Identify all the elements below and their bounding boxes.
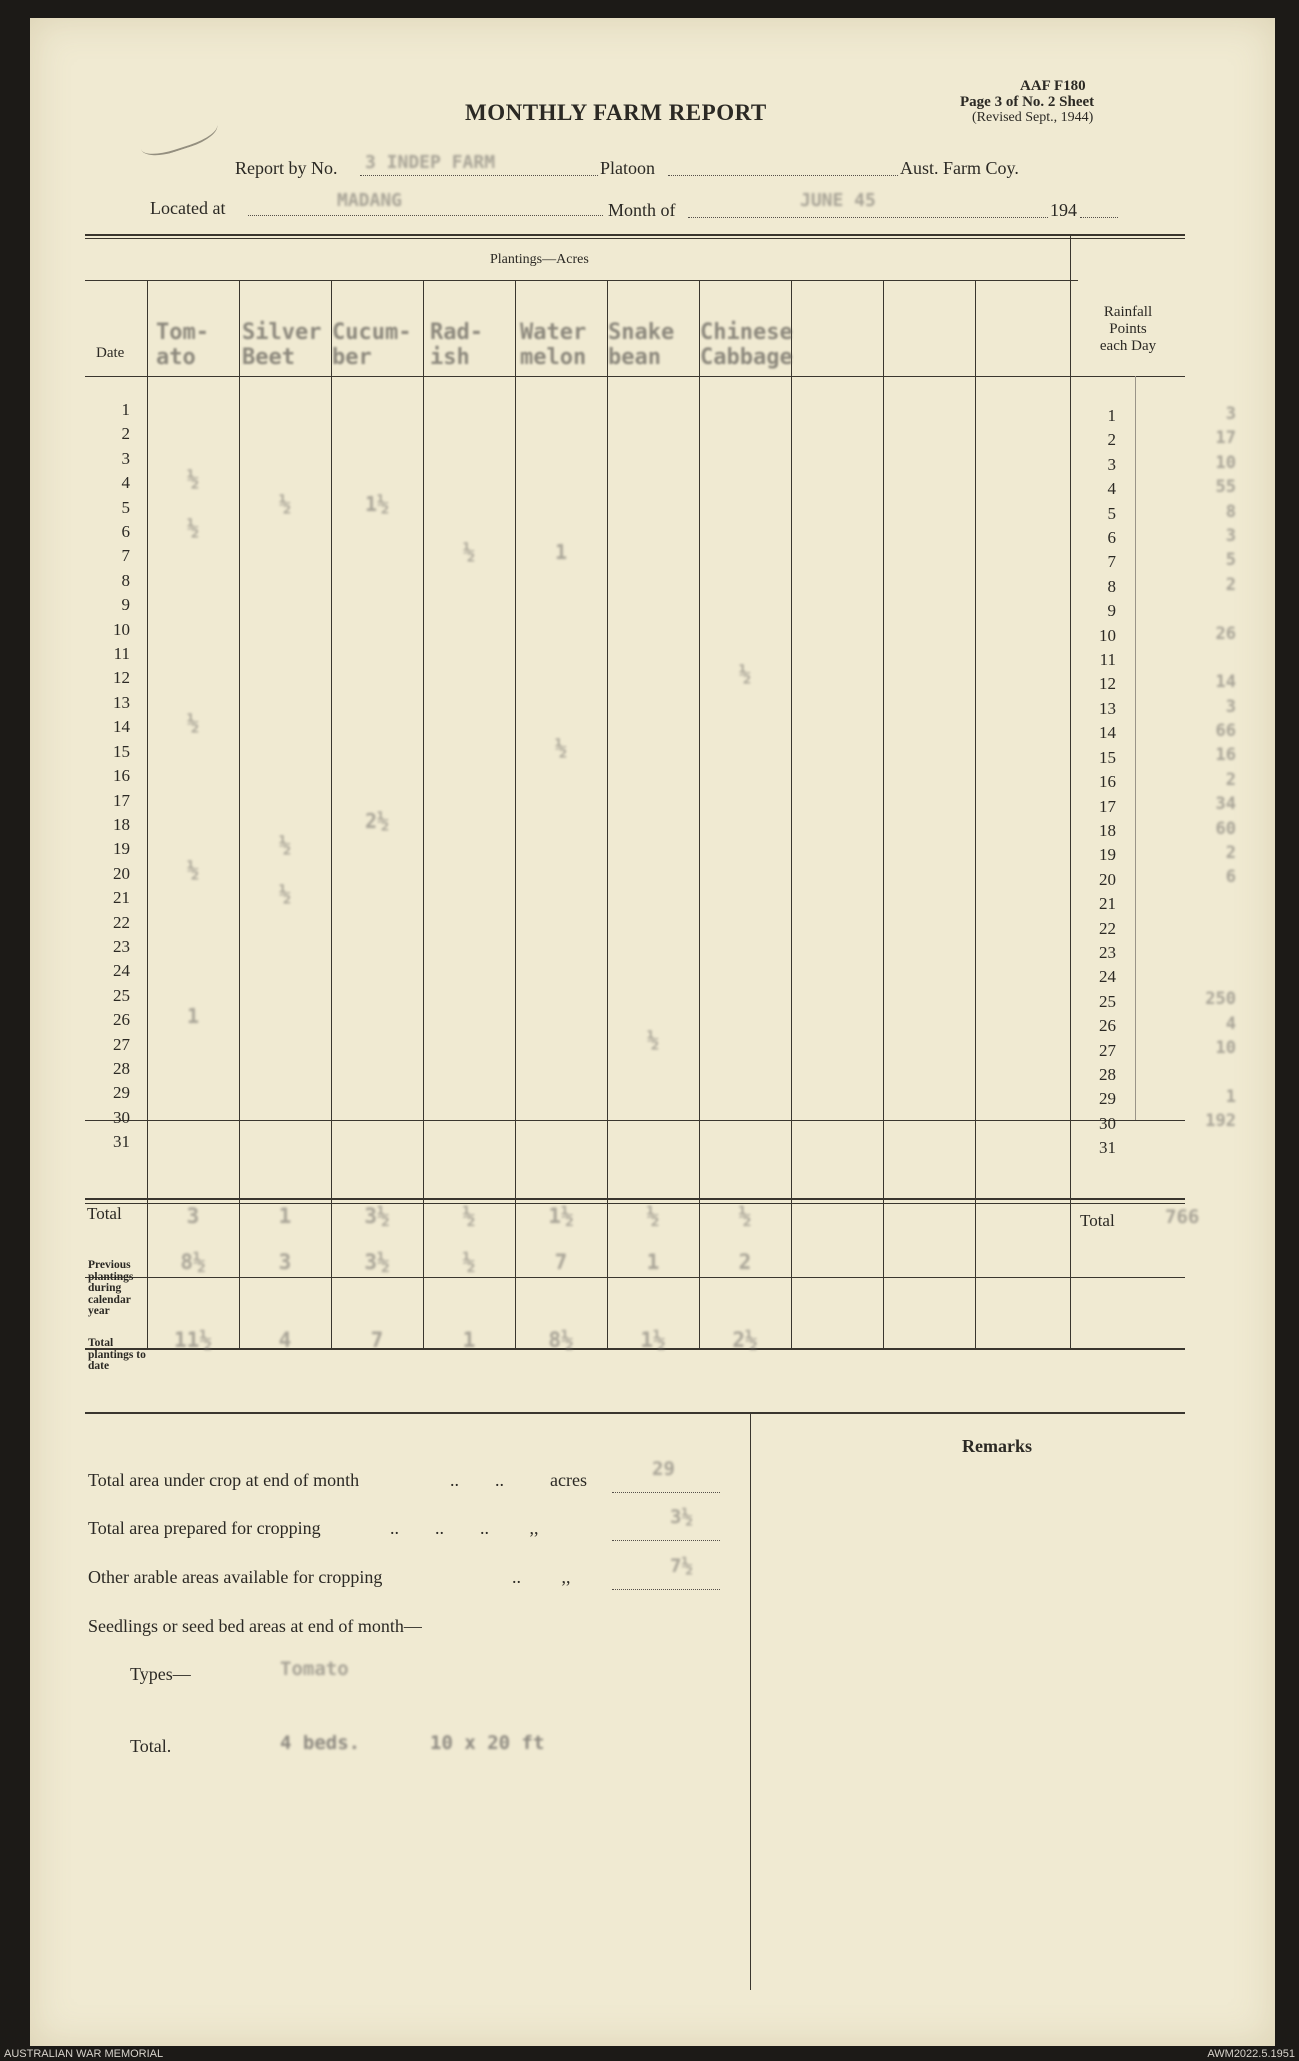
col-line	[239, 280, 240, 1348]
arable-value: 7½	[670, 1555, 693, 1577]
date-cell: 30	[113, 1107, 130, 1127]
seed-total-beds: 4 beds.	[280, 1732, 361, 1754]
footer-right: AWM2022.5.1951	[1207, 2048, 1295, 2060]
rainfall-date-cell: 12	[1099, 674, 1116, 694]
rainfall-date-column	[1080, 404, 1116, 1161]
report-by-dots	[360, 175, 598, 176]
rainfall-value-cell: 10	[1215, 1038, 1236, 1059]
col-line	[791, 280, 792, 1348]
rainfall-date-cell: 16	[1099, 772, 1116, 792]
month-value: JUNE 45	[800, 190, 876, 211]
rainfall-date-cell: 19	[1099, 845, 1116, 865]
rainfall-value-cell: 17	[1215, 428, 1236, 449]
planting-entry: ½	[278, 833, 292, 858]
located-dots	[248, 215, 603, 216]
date-cell: 5	[121, 497, 130, 517]
rainfall-date-cell: 15	[1099, 747, 1116, 767]
previous-cell: 1	[646, 1250, 660, 1274]
totals-cell: ½	[738, 1204, 752, 1228]
rainfall-date-cell: 10	[1099, 625, 1116, 645]
todate-cell: 8½	[548, 1328, 574, 1352]
crop-header-silver-beet: Silver Beet	[242, 320, 322, 370]
month-dots	[688, 217, 1048, 218]
previous-cell: 3	[278, 1250, 292, 1274]
arable-dots	[612, 1589, 720, 1590]
previous-cell: ½	[462, 1250, 476, 1274]
rainfall-value-cell: 1	[1225, 1086, 1236, 1107]
previous-cell: 3½	[364, 1250, 390, 1274]
date-cell: 19	[113, 839, 130, 859]
todate-cell: 4	[278, 1328, 292, 1352]
rainfall-date-cell: 23	[1099, 942, 1116, 962]
rainfall-value-cell: 5	[1225, 550, 1236, 571]
rainfall-value-cell: 250	[1205, 989, 1236, 1010]
crop-header-snake-bean: Snake bean	[608, 320, 675, 370]
types-label: Types—	[130, 1664, 191, 1684]
date-cell: 13	[113, 692, 130, 712]
date-cell: 15	[113, 741, 130, 761]
date-cell: 24	[113, 961, 130, 981]
report-by-label: Report by No.	[235, 158, 338, 178]
under-crop-label: Total area under crop at end of month	[88, 1470, 360, 1490]
date-cell: 17	[113, 790, 130, 810]
date-column	[92, 398, 130, 1155]
totals-cell: 1½	[548, 1204, 574, 1228]
planting-entry: ½	[186, 711, 200, 736]
seedlings-label: Seedlings or seed bed areas at end of month—	[88, 1616, 422, 1636]
rainfall-date-cell: 31	[1099, 1138, 1116, 1158]
rainfall-value-cell: 66	[1215, 721, 1236, 742]
date-cell: 10	[113, 619, 130, 639]
report-sheet	[30, 18, 1275, 2046]
types-value: Tomato	[280, 1658, 349, 1680]
rainfall-value-cell: 3	[1225, 696, 1236, 717]
date-cell: 29	[113, 1083, 130, 1103]
report-by-value: 3 INDEP FARM	[365, 152, 496, 173]
plantings-title-rule	[85, 280, 1078, 281]
date-cell: 21	[113, 888, 130, 908]
date-cell: 14	[113, 717, 130, 737]
date-cell: 12	[113, 668, 130, 688]
table-top-rule-2	[85, 238, 1185, 239]
planting-entry: ½	[186, 467, 200, 492]
todate-cell: 11½	[174, 1328, 212, 1352]
date-cell: 23	[113, 936, 130, 956]
rainfall-date-cell: 21	[1099, 894, 1116, 914]
form-title: MONTHLY FARM REPORT	[465, 100, 767, 125]
previous-cell: 2	[738, 1250, 752, 1274]
col-line	[699, 280, 700, 1348]
platoon-dots	[668, 175, 898, 176]
rainfall-value-cell: 55	[1215, 477, 1236, 498]
rainfall-date-cell: 17	[1099, 796, 1116, 816]
previous-cell: 8½	[180, 1250, 206, 1274]
rainfall-inner-line	[1135, 376, 1136, 1120]
table-top-rule	[85, 234, 1185, 236]
date-cell: 6	[121, 522, 130, 542]
rainfall-value-cell	[1138, 1134, 1236, 1158]
rainfall-value-cell	[1138, 890, 1236, 914]
rainfall-date-cell: 7	[1107, 552, 1116, 572]
rainfall-value-cell: 3	[1225, 525, 1236, 546]
todate-cell: 1½	[640, 1328, 666, 1352]
rainfall-date-cell: 5	[1107, 503, 1116, 523]
rainfall-value-cell: 26	[1215, 623, 1236, 644]
rainfall-date-cell: 9	[1107, 601, 1116, 621]
rainfall-value-cell	[1138, 1061, 1236, 1085]
rainfall-date-cell: 22	[1099, 918, 1116, 938]
rainfall-value-cell: 3	[1225, 404, 1236, 424]
planting-entry: ½	[186, 857, 200, 882]
date-cell: 22	[113, 912, 130, 932]
rainfall-value-cell: 34	[1215, 794, 1236, 815]
rainfall-values-column	[1138, 402, 1236, 1158]
col-line	[331, 280, 332, 1348]
under-crop-value: 29	[652, 1458, 675, 1480]
previous-end-rule	[85, 1277, 1185, 1278]
rainfall-date-cell: 28	[1099, 1064, 1116, 1084]
rainfall-date-cell: 11	[1099, 650, 1116, 670]
rainfall-col-line	[1070, 234, 1071, 1348]
form-revised: (Revised Sept., 1944)	[972, 110, 1094, 125]
arable-label: Other arable areas available for cropping	[88, 1567, 383, 1587]
prepared-value: 3½	[670, 1506, 693, 1528]
under-crop-dots	[612, 1492, 720, 1493]
date-cell: 1	[121, 400, 130, 419]
totals-cell: 3½	[364, 1204, 390, 1228]
col-line	[883, 280, 884, 1348]
platoon-label: Platoon	[600, 158, 656, 178]
rainfall-value-cell: 10	[1215, 452, 1236, 473]
rainfall-date-cell: 13	[1099, 698, 1116, 718]
rainfall-value-cell: 2	[1225, 769, 1236, 790]
rainfall-date-cell: 29	[1099, 1089, 1116, 1109]
rainfall-value-cell: 2	[1225, 843, 1236, 864]
ink-mark	[135, 106, 221, 161]
rainfall-date-cell: 27	[1099, 1040, 1116, 1060]
todate-cell: 7	[370, 1328, 384, 1352]
totals-cell: 3	[186, 1204, 200, 1228]
rainfall-value-cell	[1138, 597, 1236, 621]
planting-entry: ½	[554, 735, 568, 760]
under-crop-leader: .. ..	[450, 1470, 504, 1490]
date-cell: 25	[113, 985, 130, 1005]
todate-label: Total plantings to date	[88, 1337, 146, 1372]
form-code: AAF F180	[1020, 78, 1086, 94]
date-cell: 16	[113, 766, 130, 786]
crop-header-radish: Rad- ish	[430, 320, 483, 370]
lower-section-rule	[85, 1412, 1185, 1414]
under-crop-unit: acres	[550, 1470, 587, 1490]
totals-cell: ½	[462, 1204, 476, 1228]
planting-entry: ½	[278, 491, 292, 516]
rainfall-date-cell: 30	[1099, 1113, 1116, 1133]
planting-entry: ½	[738, 662, 752, 687]
rainfall-date-cell: 26	[1099, 1016, 1116, 1036]
year-label: 194	[1050, 200, 1077, 220]
remarks-title: Remarks	[962, 1436, 1032, 1456]
crop-header-tomato: Tom- ato	[156, 320, 209, 370]
rainfall-value-cell: 8	[1225, 501, 1236, 522]
date-cell: 31	[113, 1132, 130, 1152]
date-cell: 3	[121, 448, 130, 468]
date-cell: 18	[113, 814, 130, 834]
form-page: Page 3 of No. 2 Sheet	[960, 94, 1095, 110]
arable-leader: .. ,,	[512, 1567, 571, 1587]
rainfall-date-cell: 25	[1099, 991, 1116, 1011]
date-cell: 8	[121, 570, 130, 590]
date-cell: 7	[121, 546, 130, 566]
remarks-divider	[750, 1412, 751, 1990]
planting-entry: 2½	[364, 808, 390, 833]
date-cell: 26	[113, 1010, 130, 1030]
days-end-rule	[85, 1120, 1185, 1121]
rainfall-date-cell: 2	[1107, 430, 1116, 450]
todate-cell: 2½	[732, 1328, 758, 1352]
col-line	[515, 280, 516, 1348]
rainfall-value-cell: 2	[1225, 574, 1236, 595]
total-end-rule	[85, 1198, 1185, 1200]
planting-entry: ½	[646, 1028, 660, 1053]
planting-entry: 1½	[364, 491, 390, 516]
date-cell: 20	[113, 863, 130, 883]
totals-cell: ½	[646, 1204, 660, 1228]
rainfall-date-cell: 6	[1107, 528, 1116, 548]
rainfall-header: Rainfall Points each Day	[1099, 304, 1157, 354]
date-cell: 28	[113, 1058, 130, 1078]
date-cell: 9	[121, 595, 130, 615]
year-dots	[1080, 217, 1118, 218]
rainfall-value-cell	[1138, 939, 1236, 963]
date-cell: 11	[113, 644, 130, 664]
rainfall-date-cell: 1	[1107, 406, 1116, 425]
rainfall-value-cell: 14	[1215, 672, 1236, 693]
planting-entry: ½	[186, 516, 200, 540]
crop-header-cucumber: Cucum- ber	[332, 320, 412, 370]
seed-total-label: Total.	[130, 1736, 172, 1756]
col-line	[607, 280, 608, 1348]
company-label: Aust. Farm Coy.	[900, 158, 1019, 178]
rainfall-date-cell: 4	[1107, 479, 1116, 499]
rainfall-date-cell: 14	[1099, 723, 1116, 743]
planting-entry: ½	[462, 540, 476, 565]
rainfall-date-cell: 18	[1099, 820, 1116, 840]
rainfall-value-cell: 192	[1205, 1111, 1236, 1132]
col-line	[423, 280, 424, 1348]
date-cell: 4	[121, 473, 130, 493]
rainfall-value-cell	[1138, 963, 1236, 987]
rainfall-value-cell: 16	[1215, 745, 1236, 766]
footer-left: AUSTRALIAN WAR MEMORIAL	[4, 2048, 164, 2060]
located-value: MADANG	[337, 190, 403, 211]
prepared-label: Total area prepared for cropping	[88, 1518, 321, 1538]
todate-cell: 1	[462, 1328, 476, 1352]
crop-header-water-melon: Water melon	[520, 320, 587, 370]
date-label: Date	[96, 345, 125, 361]
rainfall-value-cell: 60	[1215, 818, 1236, 839]
planting-entry: 1	[186, 1004, 200, 1028]
month-label: Month of	[608, 200, 676, 220]
crop-header-chinese-cabbage: Chinese Cabbage	[700, 320, 793, 370]
col-line	[147, 280, 148, 1348]
previous-cell: 7	[554, 1250, 568, 1274]
plantings-title: Plantings—Acres	[490, 252, 589, 267]
located-label: Located at	[150, 198, 226, 218]
rainfall-value-cell: 6	[1225, 867, 1236, 888]
seed-total-size: 10 x 20 ft	[430, 1732, 545, 1754]
date-cell: 27	[113, 1034, 130, 1054]
rainfall-value-cell: 4	[1225, 1013, 1236, 1034]
rainfall-date-cell: 24	[1099, 967, 1116, 987]
rainfall-date-cell: 8	[1107, 576, 1116, 596]
rainfall-total-value: 766	[1165, 1206, 1200, 1228]
rainfall-date-cell: 20	[1099, 869, 1116, 889]
planting-entry: ½	[278, 882, 292, 906]
rainfall-value-cell	[1138, 646, 1236, 670]
rainfall-date-cell: 3	[1107, 454, 1116, 474]
prepared-dots	[612, 1540, 720, 1541]
total-label: Total	[87, 1204, 122, 1223]
totals-cell: 1	[278, 1204, 292, 1228]
date-cell: 2	[121, 424, 130, 444]
prepared-leader: .. .. .. ,,	[390, 1518, 539, 1538]
rainfall-value-cell	[1138, 914, 1236, 938]
planting-entry: 1	[554, 540, 568, 565]
col-line	[975, 280, 976, 1348]
rainfall-total-label: Total	[1080, 1211, 1115, 1230]
previous-label: Previous plantings during calendar year	[88, 1259, 134, 1317]
crop-header-rule	[85, 376, 1185, 377]
